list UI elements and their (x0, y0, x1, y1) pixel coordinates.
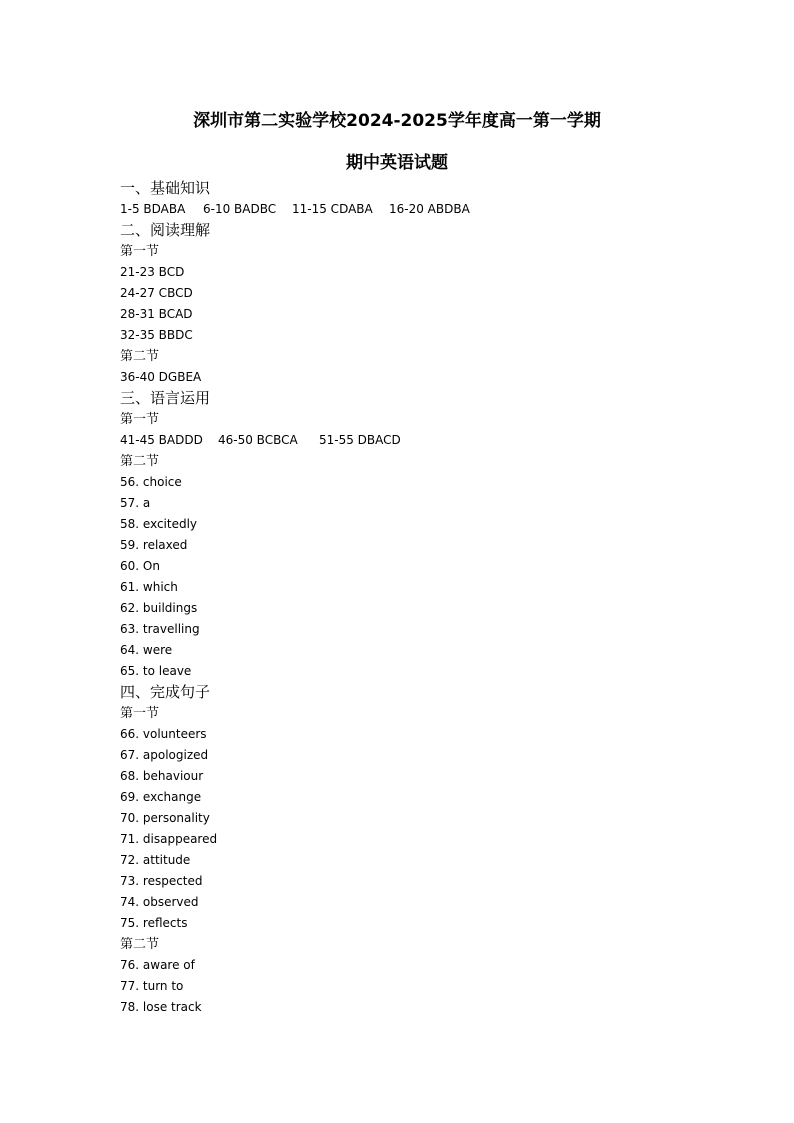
answer-line: 28-31 BCAD (120, 307, 193, 321)
section-4-heading: 四、完成句子 (120, 683, 211, 701)
answer-line: 59. relaxed (120, 538, 188, 552)
answer-line: 69. exchange (120, 790, 202, 804)
answer-line: 78. lose track (120, 1000, 202, 1014)
answer-key (120, 178, 720, 1018)
answer-line: 32-35 BBDC (120, 328, 193, 342)
answer-line: 76. aware of (120, 958, 195, 972)
answer-line: 68. behaviour (120, 769, 204, 783)
section-2-part-1-label: 第一节 (120, 244, 160, 259)
answer-line: 56. choice (120, 475, 182, 489)
answer-line: 63. travelling (120, 622, 200, 636)
answer-line: 58. excitedly (120, 517, 198, 531)
answer-line: 77. turn to (120, 979, 184, 993)
answer-line: 67. apologized (120, 748, 209, 762)
answer-group: 51-55 DBACD (319, 433, 401, 447)
section-1-heading: 一、基础知识 (120, 179, 211, 197)
section-2-part-2-label: 第二节 (120, 349, 160, 364)
section-1-answers (120, 199, 720, 220)
answer-group: 41-45 BADDD (120, 433, 203, 447)
answer-line: 62. buildings (120, 601, 198, 615)
section-3-part-1-label: 第一节 (120, 412, 160, 427)
answer-group: 46-50 BCBCA (218, 433, 298, 447)
answer-line: 70. personality (120, 811, 210, 825)
document-subtitle: 期中英语试题 (346, 153, 448, 173)
answer-line: 21-23 BCD (120, 265, 185, 279)
answer-line: 65. to leave (120, 664, 192, 678)
answer-line: 74. observed (120, 895, 199, 909)
answer-line: 61. which (120, 580, 178, 594)
answer-line: 36-40 DGBEA (120, 370, 202, 384)
answer-line: 73. respected (120, 874, 203, 888)
answer-line: 64. were (120, 643, 173, 657)
answer-group: 6-10 BADBC (203, 202, 277, 216)
answer-line: 66. volunteers (120, 727, 207, 741)
document-title: 深圳市第二实验学校2024-2025学年度高一第一学期 (193, 111, 601, 131)
section-3-heading: 三、语言运用 (120, 389, 211, 407)
answer-line: 24-27 CBCD (120, 286, 193, 300)
section-4-part-2-label: 第二节 (120, 937, 160, 952)
section-3-answers (120, 430, 720, 451)
answer-line: 75. reflects (120, 916, 188, 930)
section-2-heading: 二、阅读理解 (120, 221, 211, 239)
answer-group: 11-15 CDABA (292, 202, 373, 216)
answer-line: 57. a (120, 496, 151, 510)
answer-line: 71. disappeared (120, 832, 218, 846)
answer-group: 1-5 BDABA (120, 202, 186, 216)
answer-line: 72. attitude (120, 853, 191, 867)
answer-line: 60. On (120, 559, 160, 573)
answer-group: 16-20 ABDBA (389, 202, 470, 216)
section-3-part-2-label: 第二节 (120, 454, 160, 469)
section-4-part-1-label: 第一节 (120, 706, 160, 721)
